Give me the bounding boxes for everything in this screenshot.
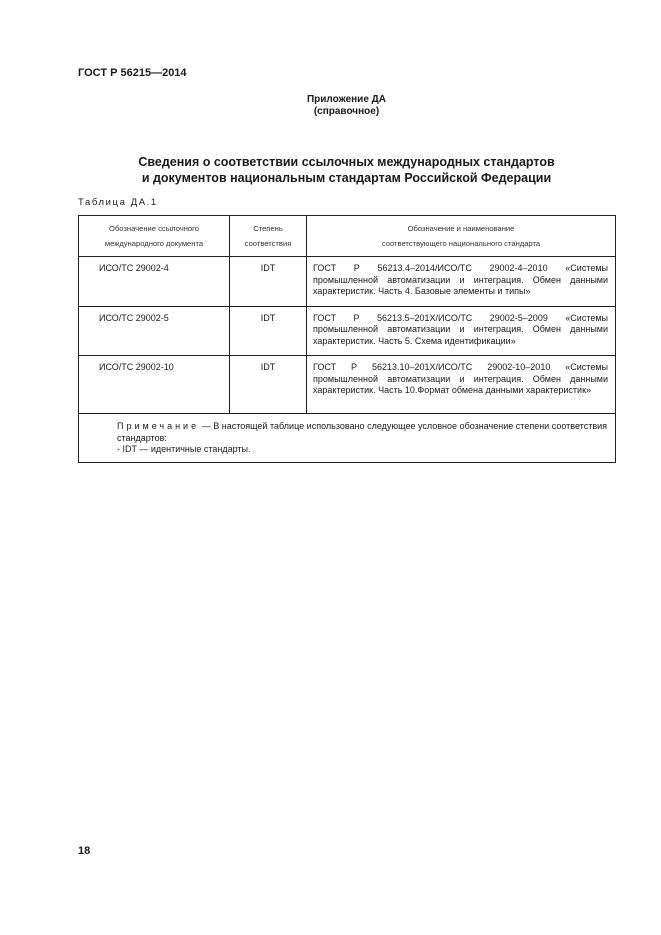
appendix-title: Приложение ДА [306, 94, 387, 105]
appendix-subtitle: (справочное) [313, 106, 380, 117]
table-note-row [79, 414, 616, 463]
note-item: - IDT — идентичные стандарты. [117, 444, 251, 454]
cell-national-standard: ГОСТ Р 56213.4–2014/ИСО/ТС 29002-4–2010 «Системы промышленной автоматизации и интеграция. Обмен данными характеристик. Часть 4. Базовые элементы и типы» [307, 257, 616, 307]
cell-reference: ИСО/ТС 29002-4 [79, 257, 230, 307]
document-header: ГОСТ Р 56215—2014 [78, 67, 187, 79]
correspondence-table [78, 215, 616, 463]
cell-national-standard: ГОСТ Р 56213.10–201Х/ИСО/ТС 29002-10–2010 «Системы промышленной автоматизации и интеграция. Обмен данными характеристик. Часть 10.Формат обмена данными характеристик» [307, 356, 616, 414]
section-title [0, 154, 661, 186]
header-degree: Степень соответствия [230, 216, 307, 257]
note-label: Примечание [117, 421, 200, 431]
table-note [79, 414, 616, 463]
page-number: 18 [78, 845, 91, 857]
cell-reference: ИСО/ТС 29002-10 [79, 356, 230, 414]
table-header-row [79, 216, 616, 257]
cell-degree: IDT [230, 356, 307, 414]
table-row [79, 257, 616, 307]
cell-reference: ИСО/ТС 29002-5 [79, 306, 230, 356]
cell-degree: IDT [230, 257, 307, 307]
header-reference-document: Обозначение ссылочного международного документа [79, 216, 230, 257]
table-row [79, 306, 616, 356]
section-title-line-1: Сведения о соответствии ссылочных международных стандартов [138, 155, 555, 169]
cell-national-standard: ГОСТ Р 56213.5–201Х/ИСО/ТС 29002-5–2009 «Системы промышленной автоматизации и интеграция. Обмен данными характеристик. Часть 5. Схема идентификации» [307, 306, 616, 356]
header-national-standard: Обозначение и наименование соответствующего национального стандарта [307, 216, 616, 257]
section-title-line-2: и документов национальным стандартам Российской Федерации [141, 171, 552, 185]
table-caption: Таблица ДА.1 [78, 197, 158, 208]
table-row [79, 356, 616, 414]
cell-degree: IDT [230, 306, 307, 356]
appendix-heading [0, 94, 661, 118]
note-text: — В настоящей таблице использовано следующее условное обозначение степени соответствия стандартов: [117, 421, 607, 443]
